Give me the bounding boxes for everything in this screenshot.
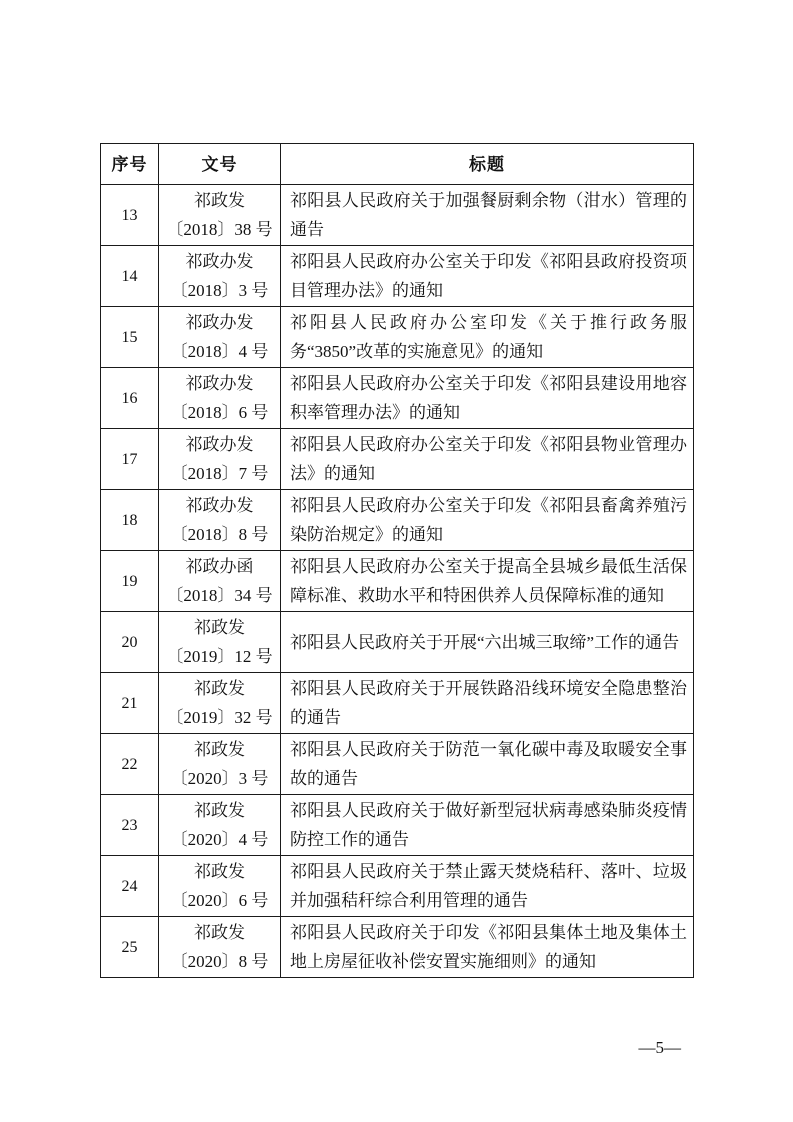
table-body (101, 185, 694, 978)
row-title: 祁阳县人民政府关于开展“六出城三取缔”工作的通告 (281, 612, 694, 673)
doc-code: 祁政办发 (185, 252, 254, 271)
row-serial: 25 (101, 917, 159, 978)
table-row (101, 612, 694, 673)
doc-code: 祁政发 (194, 191, 245, 210)
row-title: 祁阳县人民政府办公室关于印发《祁阳县物业管理办法》的通知 (281, 429, 694, 490)
table-row (101, 856, 694, 917)
doc-num: 〔2020〕3 号 (170, 769, 269, 788)
doc-code: 祁政办函 (185, 557, 254, 576)
doc-code: 祁政发 (194, 618, 245, 637)
row-serial: 20 (101, 612, 159, 673)
doc-code: 祁政办发 (185, 374, 254, 393)
row-title: 祁阳县人民政府关于开展铁路沿线环境安全隐患整治的通告 (281, 673, 694, 734)
row-doc-number (159, 490, 281, 551)
row-title: 祁阳县人民政府关于禁止露天焚烧秸秆、落叶、垃圾并加强秸秆综合利用管理的通告 (281, 856, 694, 917)
doc-num: 〔2019〕32 号 (166, 708, 273, 727)
row-serial: 16 (101, 368, 159, 429)
table-row (101, 673, 694, 734)
doc-code: 祁政发 (194, 740, 245, 759)
row-serial: 18 (101, 490, 159, 551)
row-doc-number (159, 307, 281, 368)
doc-num: 〔2018〕38 号 (166, 220, 273, 239)
table-row (101, 551, 694, 612)
row-doc-number (159, 917, 281, 978)
row-doc-number (159, 185, 281, 246)
doc-num: 〔2018〕34 号 (166, 586, 273, 605)
table-row (101, 429, 694, 490)
row-title: 祁阳县人民政府办公室关于印发《祁阳县政府投资项目管理办法》的通知 (281, 246, 694, 307)
row-serial: 24 (101, 856, 159, 917)
row-serial: 19 (101, 551, 159, 612)
col-header-doc-number: 文号 (159, 144, 281, 185)
doc-num: 〔2020〕8 号 (170, 952, 269, 971)
row-title: 祁阳县人民政府关于防范一氧化碳中毒及取暖安全事故的通告 (281, 734, 694, 795)
doc-num: 〔2018〕7 号 (170, 464, 269, 483)
col-header-title: 标题 (281, 144, 694, 185)
doc-code: 祁政办发 (185, 496, 254, 515)
row-serial: 21 (101, 673, 159, 734)
row-serial: 23 (101, 795, 159, 856)
doc-num: 〔2018〕8 号 (170, 525, 269, 544)
row-doc-number (159, 246, 281, 307)
row-title: 祁阳县人民政府办公室关于印发《祁阳县建设用地容积率管理办法》的通知 (281, 368, 694, 429)
table-row (101, 368, 694, 429)
doc-num: 〔2018〕6 号 (170, 403, 269, 422)
row-title: 祁阳县人民政府办公室关于印发《祁阳县畜禽养殖污染防治规定》的通知 (281, 490, 694, 551)
row-doc-number (159, 856, 281, 917)
row-title: 祁阳县人民政府关于做好新型冠状病毒感染肺炎疫情防控工作的通告 (281, 795, 694, 856)
doc-num: 〔2018〕4 号 (170, 342, 269, 361)
table-row (101, 917, 694, 978)
row-doc-number (159, 429, 281, 490)
doc-code: 祁政办发 (185, 435, 254, 454)
doc-num: 〔2020〕6 号 (170, 891, 269, 910)
row-title: 祁阳县人民政府办公室关于提高全县城乡最低生活保障标准、救助水平和特困供养人员保障标准的通知 (281, 551, 694, 612)
doc-code: 祁政办发 (185, 313, 254, 332)
row-serial: 15 (101, 307, 159, 368)
row-doc-number (159, 795, 281, 856)
table-row (101, 490, 694, 551)
row-title: 祁阳县人民政府关于加强餐厨剩余物（泔水）管理的通告 (281, 185, 694, 246)
table-row (101, 246, 694, 307)
row-title: 祁阳县人民政府关于印发《祁阳县集体土地及集体土地上房屋征收补偿安置实施细则》的通知 (281, 917, 694, 978)
row-serial: 13 (101, 185, 159, 246)
table-row (101, 734, 694, 795)
table-header-row (101, 144, 694, 185)
row-serial: 17 (101, 429, 159, 490)
doc-code: 祁政发 (194, 862, 245, 881)
table-row (101, 307, 694, 368)
row-doc-number (159, 368, 281, 429)
row-doc-number (159, 551, 281, 612)
doc-num: 〔2020〕4 号 (170, 830, 269, 849)
doc-num: 〔2018〕3 号 (170, 281, 269, 300)
doc-code: 祁政发 (194, 923, 245, 942)
row-doc-number (159, 734, 281, 795)
doc-code: 祁政发 (194, 679, 245, 698)
table-row (101, 185, 694, 246)
document-index-table (100, 143, 694, 978)
row-doc-number (159, 612, 281, 673)
doc-num: 〔2019〕12 号 (166, 647, 273, 666)
row-serial: 14 (101, 246, 159, 307)
row-doc-number (159, 673, 281, 734)
row-title: 祁阳县人民政府办公室印发《关于推行政务服务“3850”改革的实施意见》的通知 (281, 307, 694, 368)
page-number: —5— (638, 1038, 681, 1057)
table-row (101, 795, 694, 856)
row-serial: 22 (101, 734, 159, 795)
col-header-serial: 序号 (101, 144, 159, 185)
doc-code: 祁政发 (194, 801, 245, 820)
